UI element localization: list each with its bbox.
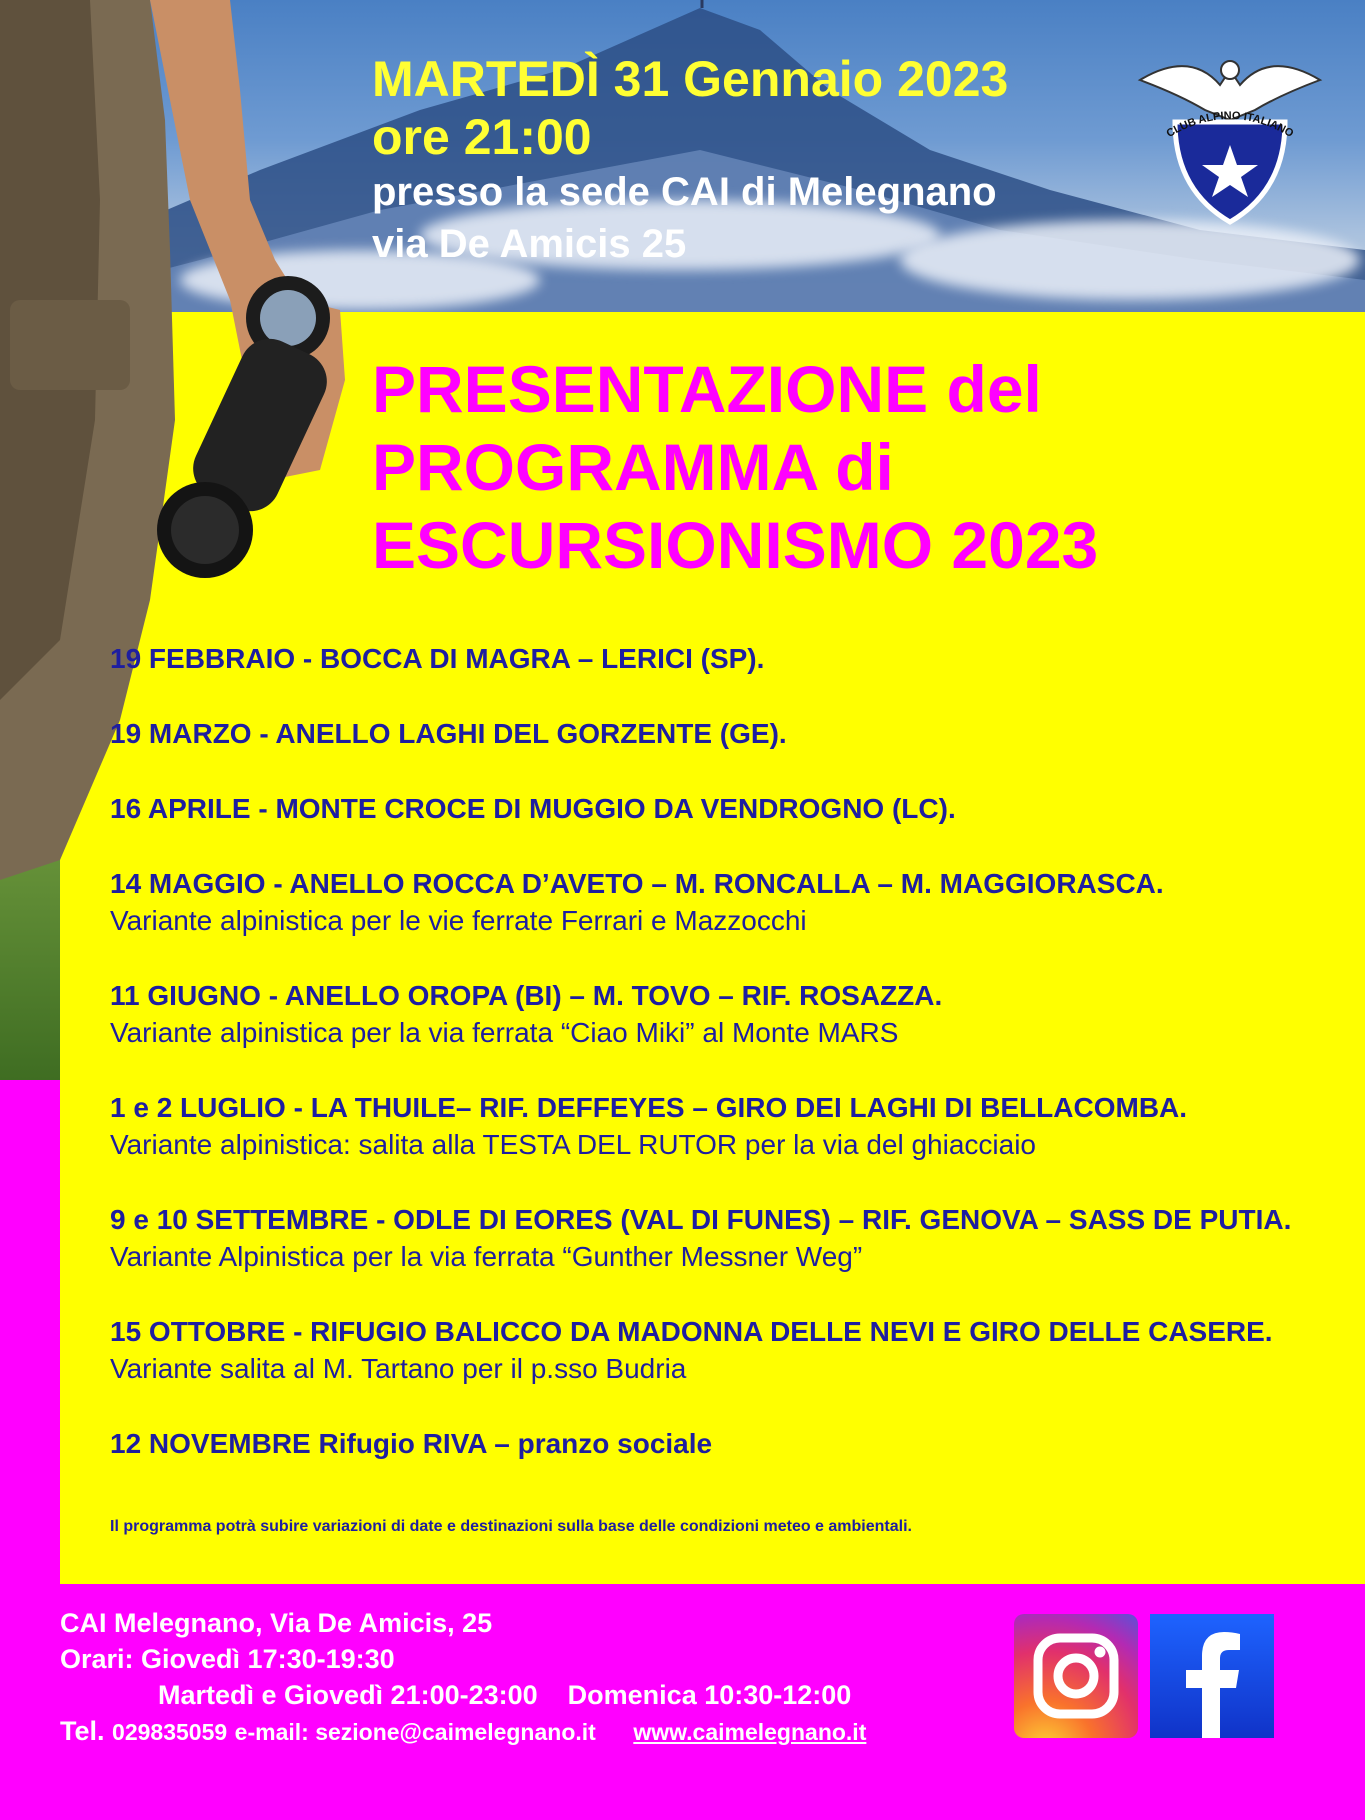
event-place: presso la sede CAI di Melegnano xyxy=(372,170,997,214)
event-variant: Variante Alpinistica per la via ferrata “Gunther Messner Weg” xyxy=(110,1241,863,1272)
event-title: 11 GIUGNO - ANELLO OROPA (BI) – M. TOVO – RIF. ROSAZZA. xyxy=(110,980,943,1011)
event-title: 14 MAGGIO - ANELLO ROCCA D’AVETO – M. RONCALLA – M. MAGGIORASCA. xyxy=(110,868,1164,899)
footer-address: CAI Melegnano, Via De Amicis, 25 xyxy=(60,1608,493,1638)
cai-logo-icon xyxy=(1130,40,1330,230)
event-address: via De Amicis 25 xyxy=(372,222,687,266)
contact-footer xyxy=(60,1605,866,1750)
event-variant: Variante alpinistica per le vie ferrate Ferrari e Mazzocchi xyxy=(110,905,807,936)
event-time: ore 21:00 xyxy=(372,109,592,165)
footer-hours-2 xyxy=(60,1677,866,1713)
event-header xyxy=(372,50,1008,270)
list-item xyxy=(110,1201,1340,1275)
footer-contacts xyxy=(60,1713,866,1750)
event-title: 19 FEBBRAIO - BOCCA DI MAGRA – LERICI (SP). xyxy=(110,643,765,674)
logo-text: CLUB ALPINO ITALIANO xyxy=(1164,109,1296,140)
list-item xyxy=(110,715,1340,752)
program-title xyxy=(372,350,1098,584)
title-line-3: ESCURSIONISMO 2023 xyxy=(372,508,1099,582)
list-item xyxy=(110,865,1340,939)
event-title: 16 APRILE - MONTE CROCE DI MUGGIO DA VENDROGNO (LC). xyxy=(110,793,956,824)
list-item xyxy=(110,1313,1340,1387)
footer-tel: 029835059 xyxy=(112,1719,228,1745)
event-title: 12 NOVEMBRE Rifugio RIVA – pranzo sociale xyxy=(110,1428,713,1459)
event-title: 9 e 10 SETTEMBRE - ODLE DI EORES (VAL DI FUNES) – RIF. GENOVA – SASS DE PUTIA. xyxy=(110,1204,1292,1235)
footer-tel-label: Tel. xyxy=(60,1716,105,1746)
footer-hours-1: Orari: Giovedì 17:30-19:30 xyxy=(60,1644,395,1674)
title-line-1: PRESENTAZIONE del xyxy=(372,352,1042,426)
instagram-icon[interactable] xyxy=(1014,1614,1138,1738)
events-list xyxy=(110,640,1340,1500)
footer-email[interactable]: e-mail: sezione@caimelegnano.it xyxy=(234,1719,596,1745)
event-variant: Variante alpinistica per la via ferrata “Ciao Miki” al Monte MARS xyxy=(110,1017,899,1048)
event-title: 15 OTTOBRE - RIFUGIO BALICCO DA MADONNA DELLE NEVI E GIRO DELLE CASERE. xyxy=(110,1316,1273,1347)
event-title: 1 e 2 LUGLIO - LA THUILE– RIF. DEFFEYES – GIRO DEI LAGHI DI BELLACOMBA. xyxy=(110,1092,1188,1123)
facebook-icon[interactable] xyxy=(1150,1614,1274,1738)
event-date: MARTEDÌ 31 Gennaio 2023 xyxy=(372,51,1009,107)
list-item xyxy=(110,1425,1340,1462)
list-item xyxy=(110,977,1340,1051)
title-line-2: PROGRAMMA di xyxy=(372,430,894,504)
list-item xyxy=(110,790,1340,827)
footer-hours-sunday: Domenica 10:30-12:00 xyxy=(567,1680,852,1710)
event-title: 19 MARZO - ANELLO LAGHI DEL GORZENTE (GE). xyxy=(110,718,787,749)
list-item xyxy=(110,640,1340,677)
event-variant: Variante alpinistica: salita alla TESTA DEL RUTOR per la via del ghiacciaio xyxy=(110,1129,1036,1160)
list-item xyxy=(110,1089,1340,1163)
footer-website-link[interactable]: www.caimelegnano.it xyxy=(633,1719,867,1745)
disclaimer-note: Il programma potrà subire variazioni di date e destinazioni sulla base delle condizioni meteo e ambientali. xyxy=(110,1518,912,1535)
event-variant: Variante salita al M. Tartano per il p.sso Budria xyxy=(110,1353,687,1384)
footer-hours-weekday: Martedì e Giovedì 21:00-23:00 xyxy=(158,1680,538,1710)
